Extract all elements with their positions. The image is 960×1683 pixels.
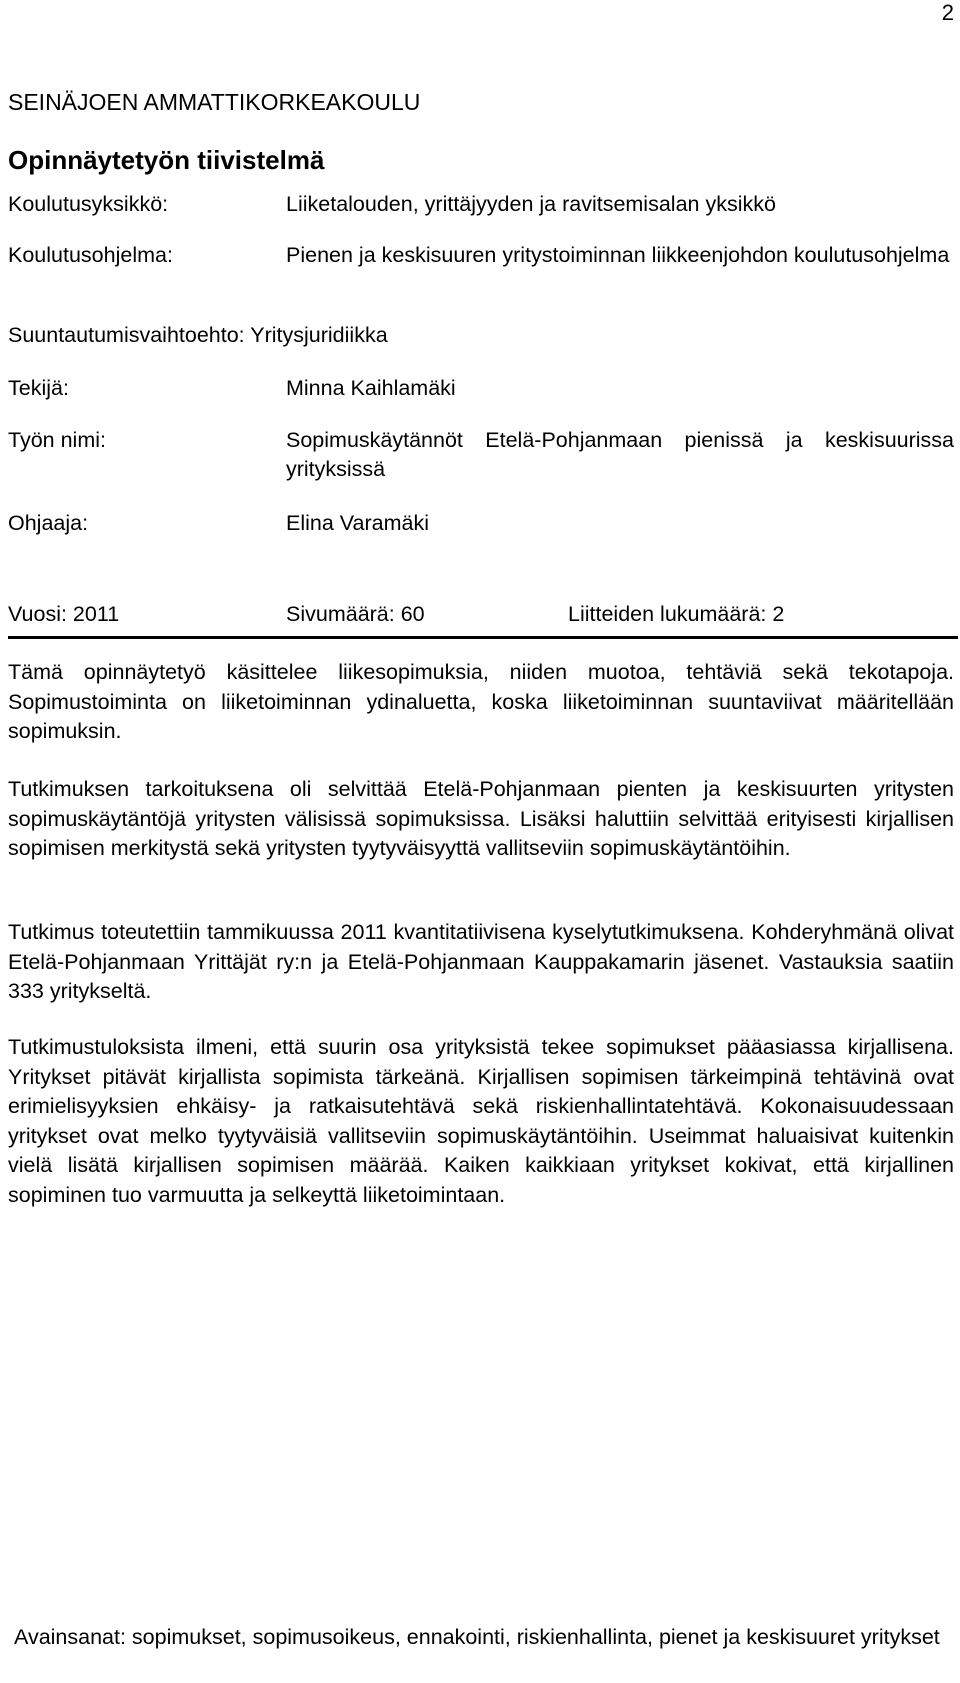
programme-value: Pienen ja keskisuuren yritystoiminnan liikkeenjohdon koulutusohjelma bbox=[286, 243, 950, 267]
separator-rule bbox=[8, 636, 958, 639]
abstract-paragraph-1: Tämä opinnäytetyö käsittelee liikesopimuksia, niiden muotoa, tehtäviä sekä tekotapoja. Sopimustoiminta on liiketoiminnan ydinaluetta, koska liiketoiminnan suuntaviivat määritellään sopimuksin. bbox=[8, 660, 954, 743]
supervisor-value: Elina Varamäki bbox=[286, 511, 429, 535]
appendix-count: Liitteiden lukumäärä: 2 bbox=[568, 602, 785, 626]
page-count: Sivumäärä: 60 bbox=[286, 602, 425, 626]
unit-label: Koulutusyksikkö: bbox=[8, 192, 169, 216]
keywords: Avainsanat: sopimukset, sopimusoikeus, ennakointi, riskienhallinta, pienet ja keskisuuret yritykset bbox=[14, 1625, 940, 1649]
school-name: SEINÄJOEN AMMATTIKORKEAKOULU bbox=[8, 89, 421, 115]
specialisation-value: Yritysjuridiikka bbox=[250, 323, 388, 347]
document-title: Opinnäytetyön tiivistelmä bbox=[8, 145, 325, 175]
programme-label: Koulutusohjelma: bbox=[8, 243, 173, 267]
author-value: Minna Kaihlamäki bbox=[286, 376, 456, 400]
abstract-paragraph-2: Tutkimuksen tarkoituksena oli selvittää Etelä-Pohjanmaan pienten ja keskisuurten yritysten sopimuskäytäntöjä yritysten välisissä sopimuksissa. Lisäksi haluttiin selvittää erityisesti kirjallisen sopimisen merkitystä sekä yritysten tyytyväisyyttä vallitseviin sopimuskäytäntöihin. bbox=[8, 777, 954, 860]
unit-value: Liiketalouden, yrittäjyyden ja ravitsemisalan yksikkö bbox=[286, 192, 776, 216]
abstract-paragraph-3: Tutkimus toteutettiin tammikuussa 2011 kvantitatiivisena kyselytutkimuksena. Kohderyhmänä olivat Etelä-Pohjanmaan Yrittäjät ry:n ja Etelä-Pohjanmaan Kauppakamarin jäsenet. Vastauksia saatiin 333 yritykseltä. bbox=[8, 920, 954, 1003]
abstract-paragraph-4: Tutkimustuloksista ilmeni, että suurin osa yrityksistä tekee sopimukset pääasiassa kirjallisena. Yritykset pitävät kirjallista sopimista tärkeänä. Kirjallisen sopimisen tärkeimpinä tehtävinä ovat erimielisyyksien ehkäisy- ja ratkaisutehtävä sekä riskienhallintatehtävä. Kokonaisuudessaan yritykset ovat melko tyytyväisiä vallitseviin sopimuskäytäntöihin. Useimmat haluaisivat kuitenkin vielä lisätä kirjallisen sopimisen määrää. Kaiken kaikkiaan yritykset kokivat, että kirjallinen sopiminen tuo varmuutta ja selkeyttä liiketoimintaan. bbox=[8, 1035, 954, 1207]
author-label: Tekijä: bbox=[8, 376, 69, 400]
specialisation-label-text: Suuntautumisvaihtoehto: bbox=[8, 323, 245, 347]
thesis-name-value: Sopimuskäytännöt Etelä-Pohjanmaan pienissä ja keskisuurissa yrityksissä bbox=[286, 428, 954, 481]
specialisation-label bbox=[8, 321, 388, 350]
year: Vuosi: 2011 bbox=[8, 602, 120, 626]
page-number: 2 bbox=[941, 0, 954, 25]
thesis-name-label: Työn nimi: bbox=[8, 428, 106, 452]
supervisor-label: Ohjaaja: bbox=[8, 511, 89, 535]
